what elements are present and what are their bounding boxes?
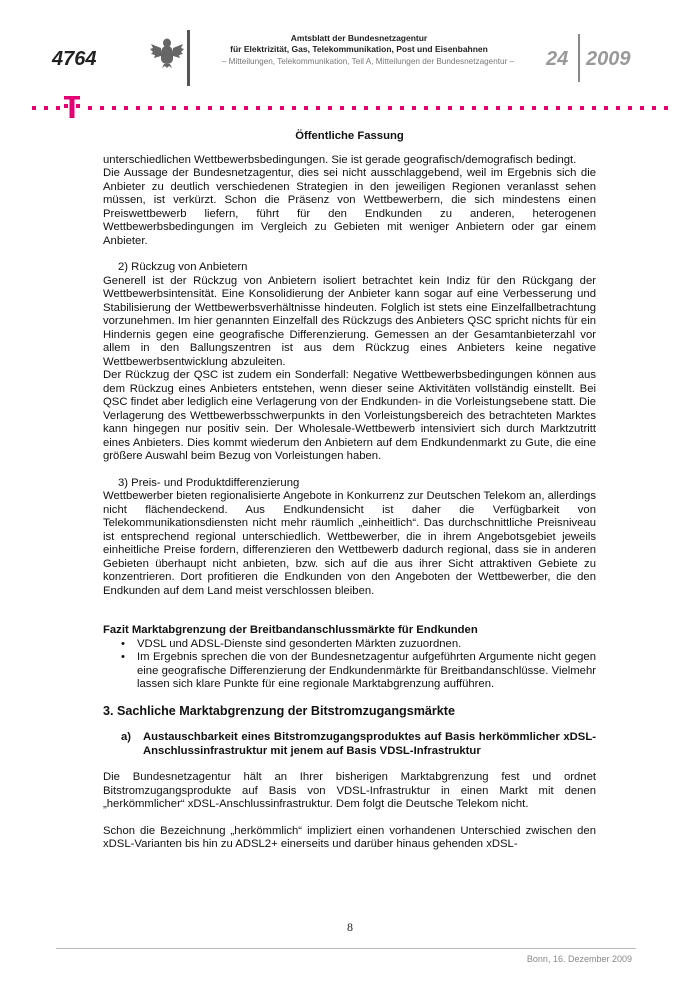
dot [268, 106, 272, 110]
dot [256, 106, 260, 110]
dot [196, 106, 200, 110]
dot [44, 106, 48, 110]
gazette-title [200, 33, 518, 55]
header-divider-bar [187, 30, 190, 86]
gazette-title-line1: Amtsblatt der Bundesnetzagentur [290, 33, 428, 43]
subsection-title: Austauschbarkeit eines Bitstromzugangsproduktes auf Basis herkömmlicher xDSL-Anschlussinfrastruktur mit jenem auf Basis VDSL-Infrastruktur [143, 731, 596, 757]
dot [616, 106, 620, 110]
paragraph: unterschiedlichen Wettbewerbsbedingungen. Sie ist gerade geografisch/demografisch bedingt. [103, 153, 577, 166]
paragraph: Die Bundesnetzagentur hält an Ihrer bisherigen Marktabgrenzung fest und ordnet Bitstromzugangsprodukte auf Basis von VDSL-Infrastruktur in einen Markt mit denen „herkömmlicher“ xDSL-Anschlussinfrastruktur. Dem folgt die Deutsche Telekom nicht. [103, 771, 596, 810]
issue-divider-bar [578, 34, 580, 82]
dot [508, 106, 512, 110]
footer-page-number: 8 [347, 920, 353, 934]
bullet-icon: • [121, 637, 125, 650]
dot [496, 106, 500, 110]
dot [160, 106, 164, 110]
dot [112, 106, 116, 110]
subsection-label: a) [121, 731, 132, 743]
dot [148, 106, 152, 110]
footer-date: Bonn, 16. Dezember 2009 [526, 954, 632, 964]
issue-number: 24 [546, 48, 569, 70]
dot [424, 106, 428, 110]
dot [232, 106, 236, 110]
dot [592, 106, 596, 110]
subsection-heading-a [103, 731, 596, 758]
dot [604, 106, 608, 110]
telekom-t-icon [64, 96, 80, 118]
dot [580, 106, 584, 110]
section-heading-3: 3. Sachliche Marktabgrenzung der Bitstromzugangsmärkte [103, 703, 456, 718]
list-item: • Im Ergebnis sprechen die von der Bundesnetzagentur aufgeführten Argumente nicht gegen eine geografische Differenzierung der Endkundenmärkte für Breitbandanschlüsse. Vielmehr lassen sich klare Punkte für eine regionale Marktabgrenzung aufführen. [121, 651, 596, 690]
subheading-rueckzug: 2) Rückzug von Anbietern [118, 261, 248, 273]
dot [472, 106, 476, 110]
dot [520, 106, 524, 110]
gazette-subtitle: – Mitteilungen, Telekommunikation, Teil A, Mitteilungen der Bundesnetzagentur – [221, 57, 515, 66]
bullet-icon: • [121, 651, 125, 663]
dot [640, 106, 644, 110]
document-body [103, 130, 596, 852]
dot [292, 106, 296, 110]
dot [364, 106, 368, 110]
dot [352, 106, 356, 110]
paragraph: Schon die Bezeichnung „herkömmlich“ impliziert einen vorhandenen Unterschied zwischen den xDSL-Varianten bis hin zu ADSL2+ einerseits und darüber hinaus gehenden xDSL- [103, 824, 596, 850]
dot [244, 106, 248, 110]
dot [388, 106, 392, 110]
dot [184, 106, 188, 110]
federal-eagle-icon [150, 34, 184, 68]
dot [32, 106, 36, 110]
dot [304, 106, 308, 110]
dot [124, 106, 128, 110]
document-heading: Öffentliche Fassung [295, 130, 404, 142]
dot [316, 106, 320, 110]
dot [172, 106, 176, 110]
page-number: 4764 [52, 48, 97, 70]
footer-divider [56, 948, 636, 949]
dot [340, 106, 344, 110]
dot [544, 106, 548, 110]
dot [532, 106, 536, 110]
dot [664, 106, 668, 110]
fazit-heading: Fazit Marktabgrenzung der Breitbandanschlussmärkte für Endkunden [103, 624, 478, 636]
dot [556, 106, 560, 110]
dot [376, 106, 380, 110]
paragraph: Generell ist der Rückzug von Anbietern isoliert betrachtet kein Indiz für den Rückgang der Wettbewerbsintensität. Eine Konsolidierung der Anbieter kann sogar auf eine Verbesserung und Stabilisierung der Wettbewerbsverhältnisse hindeuten. Folglich ist stets eine Einzelfallbetrachtung vorzunehmen. Im hier genannten Einzelfall des Rückzugs des Anbieters QSC spricht nichts für ein Hindernis gegen eine geografische Differenzierung. Gemessen an der Gesamtanbieterzahl vor allem in den Ballungszentren ist aus dem Rückzug eines Anbieters keine negative Wettbewerbsentwicklung abzuleiten. [103, 274, 596, 368]
paragraph: Wettbewerber bieten regionalisierte Angebote in Konkurrenz zur Deutschen Telekom an, allerdings nicht flächendeckend. Aus Endkundensicht ist daher die Verfügbarkeit von Telekommunikationsdiensten nicht mehr räumlich „einheitlich“. Das durchschnittliche Preisniveau ist entsprechend regional unterschiedlich. Wettbewerber, die in ihrem Angebotsgebiet jeweils einheitliche Preise fordern, differenzieren den Wettbewerb dadurch regional, dass sie in anderen Gebieten überhaupt nicht anbieten, bzw. sich auf die aus ihrer Sicht attraktiven Gebiete zu konzentrieren. Dort profitieren die Endkunden von den Angeboten der Wettbewerber, die den Endkunden auf dem Land meist verschlossen bleiben. [103, 490, 596, 597]
issue-year: 2009 [586, 48, 631, 70]
dot [100, 106, 104, 110]
dot [652, 106, 656, 110]
list-item: • VDSL und ADSL-Dienste sind gesonderten Märkten zuzuordnen. [121, 637, 462, 650]
dot [448, 106, 452, 110]
dot [400, 106, 404, 110]
dot [628, 106, 632, 110]
dot [88, 106, 92, 110]
dot [484, 106, 488, 110]
dot [328, 106, 332, 110]
dot [220, 106, 224, 110]
dot [280, 106, 284, 110]
subheading-preisdifferenzierung: 3) Preis- und Produktdifferenzierung [118, 476, 300, 489]
dot [436, 106, 440, 110]
telekom-logo-dotline [32, 96, 672, 120]
dot [136, 106, 140, 110]
gazette-title-line2: für Elektrizität, Gas, Telekommunikation, Post und Eisenbahnen [230, 44, 488, 54]
dot [412, 106, 416, 110]
dot [568, 106, 572, 110]
fazit-list [103, 638, 596, 692]
paragraph: Die Aussage der Bundesnetzagentur, dies sei nicht ausschlaggebend, weil im Ergebnis sich die Anbieter zu deutlich verschiedenen Strategien in den jeweiligen Regionen veranlasst sehen müssen, ist verkürzt. Schon die Präsenz von Wettbewerbern, die sich mindestens einen Preiswettbewerb liefern, führt für den Endkunden zu anderen, heterogenen Wettbewerbsbedingungen im Vergleich zu Gebieten mit weniger Anbietern oder gar einem Anbieter. [103, 167, 596, 247]
dot [56, 106, 60, 110]
dot [460, 106, 464, 110]
paragraph: Der Rückzug der QSC ist zudem ein Sonderfall: Negative Wettbewerbsbedingungen können aus dem Rückzug eines Anbieters entstehen, wenn dieser seine Aktivitäten vollständig einstellt. Bei QSC findet aber lediglich eine Verlagerung von der Endkunden- in die Vorleistungsebene statt. Die Verlagerung des Wettbewerbsschwerpunkts in den Vorleistungsbereich des betrachteten Marktes kann hingegen nur positiv sein. Der Wholesale-Wettbewerb intensiviert sich durch Marktzutritt eines Anbieters. Dies kommt wiederum den Anbietern auf dem Endkundenmarkt zu Gute, die eine größere Auswahl beim Bezug von Vorleistungen haben. [103, 369, 596, 462]
dot [208, 106, 212, 110]
